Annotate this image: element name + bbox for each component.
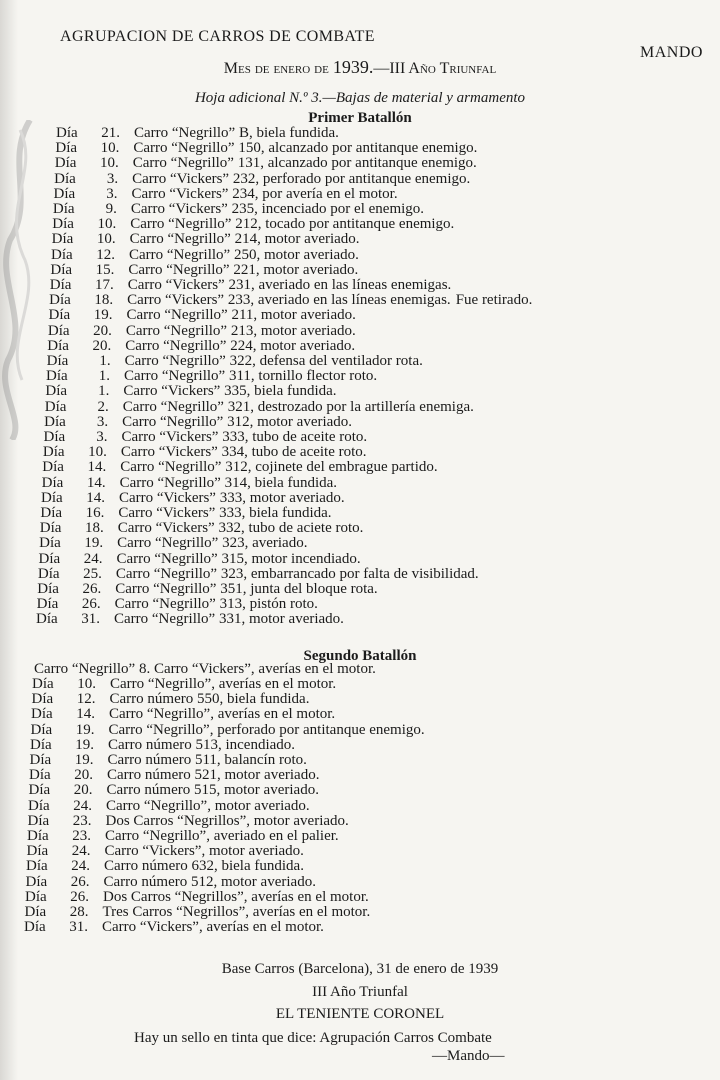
entry-day-number: 3.: [96, 429, 108, 445]
entry-day-label: Día: [43, 429, 66, 445]
entry-day-label: Día: [51, 231, 74, 248]
list-item: [47, 353, 423, 369]
entry-text: Carro “Negrillo” 312, cojinete del embrague partido.: [120, 459, 438, 476]
entry-day-number: 26.: [81, 596, 101, 613]
entry-day-number: 31.: [69, 919, 88, 936]
entry-day-label: Día: [52, 201, 75, 217]
entry-text: Carro “Negrillo” 221, motor averiado.: [128, 261, 359, 278]
entry-text: Carro “Vickers” 333, tubo de aceite roto.: [121, 429, 368, 445]
list-item: [56, 125, 339, 141]
entry-day-label: Día: [38, 550, 61, 567]
entry-text: Carro “Negrillo” 323, embarrancado por falta de visibilidad.: [115, 565, 479, 582]
entry-day-number: 14.: [87, 459, 107, 476]
entry-day-label: Día: [46, 368, 68, 385]
entry-day-label: Día: [25, 888, 47, 905]
month-year: 1939.: [332, 57, 374, 77]
entry-text: Carro “Negrillo” 214, motor averiado.: [129, 231, 360, 248]
battalion-1-title: Primer Batallón: [308, 110, 412, 126]
entry-day-label: Día: [50, 261, 73, 278]
list-item: [27, 843, 304, 859]
entry-day-number: 10.: [100, 155, 119, 172]
entry-text: Carro “Vickers” 332, tubo de aciete roto.: [117, 520, 364, 537]
place-date: Base Carros (Barcelona), 31 de enero de 1939: [221, 961, 499, 977]
entry-text: Carro “Vickers” 232, perforado por antitanque enemigo.: [132, 170, 471, 187]
entry-text: Carro “Vickers” 235, incenciado por el enemigo.: [130, 201, 425, 217]
entry-day-number: 23.: [72, 812, 92, 829]
era-line: III Año Triunfal: [312, 984, 408, 1000]
entry-day-number: 12.: [96, 246, 115, 263]
list-item: [54, 171, 470, 187]
entry-day-label: Día: [28, 782, 51, 799]
entry-text: Carro “Negrillo”, averiado en el palier.: [105, 828, 339, 844]
list-item: [54, 186, 398, 202]
list-item: [30, 737, 295, 753]
entry-day-label: Día: [54, 155, 77, 172]
list-item: [32, 676, 336, 692]
entry-day-number: 20.: [74, 767, 93, 784]
entry-text: Carro “Vickers” 231, averiado en las líneas enemigas.: [127, 277, 452, 293]
entry-day-label: Día: [32, 676, 54, 692]
entry-day-label: Día: [55, 140, 78, 157]
list-item: [50, 262, 358, 278]
entry-text: Carro “Negrillo” 322, defensa del ventilador rota.: [124, 353, 423, 369]
entry-text: Carro “Negrillo” 213, motor averiado.: [125, 322, 356, 339]
entry-text: Carro número 513, incendiado.: [108, 736, 296, 753]
entry-day-number: 15.: [95, 261, 115, 278]
stamp-note: Hay un sello en tinta que dice: Agrupación Carros Combate: [134, 1030, 492, 1046]
entry-day-label: Día: [48, 307, 71, 324]
entry-day-number: 10.: [100, 140, 120, 157]
entry-day-number: 14.: [86, 489, 105, 506]
list-item: [48, 323, 356, 339]
list-item: [25, 904, 371, 920]
entry-day-number: 26.: [70, 873, 90, 890]
entry-day-number: 18.: [94, 292, 114, 309]
entry-day-number: 14.: [76, 706, 95, 723]
entry-text: Carro “Vickers” 233, averiado en las líneas enemigas.: [127, 292, 451, 309]
list-item: [37, 581, 377, 597]
entry-text: Carro número 521, motor averiado.: [107, 767, 320, 784]
entry-day-number: 3.: [96, 413, 109, 430]
entry-day-number: 23.: [72, 828, 91, 844]
entry-text: Carro “Vickers”, motor averiado.: [104, 843, 304, 860]
entry-day-label: Día: [30, 721, 53, 738]
entry-day-label: Día: [54, 170, 76, 187]
entry-day-number: 9.: [105, 201, 117, 217]
entry-text: Carro “Vickers” 335, biela fundida.: [123, 383, 337, 400]
unit-heading: AGRUPACION DE CARROS DE COMBATE: [60, 28, 375, 45]
entry-day-label: Día: [29, 767, 51, 784]
entry-day-number: 19.: [74, 752, 94, 768]
list-item: [51, 247, 359, 263]
entry-text: Carro “Negrillo” 224, motor averiado.: [125, 337, 356, 354]
list-item: [39, 551, 361, 567]
entry-text: Carro “Negrillo” 150, alcanzado por antitanque enemigo.: [133, 140, 478, 157]
entry-text: Carro “Negrillo”, averías en el motor.: [110, 676, 337, 692]
list-item: [52, 231, 360, 247]
entry-text: Carro “Negrillo” 314, biela fundida.: [119, 474, 338, 491]
entry-text: Carro “Negrillo” 250, motor averiado.: [129, 246, 359, 263]
entry-day-number: 19.: [93, 307, 113, 324]
entry-day-number: 12.: [76, 691, 96, 708]
list-item: [27, 828, 339, 844]
list-item: [26, 874, 316, 890]
battalion-2-title: Segundo Batallón: [303, 648, 417, 664]
command-heading: MANDO: [640, 44, 703, 61]
entry-day-number: 1.: [99, 353, 111, 369]
list-item: [24, 919, 324, 935]
battalion-2-intro: Carro “Negrillo” 8. Carro “Vickers”, averías en el motor.: [34, 661, 376, 677]
entry-day-label: Día: [44, 413, 66, 430]
entry-day-number: 20.: [92, 337, 112, 354]
entry-day-number: 1.: [98, 368, 110, 385]
entry-day-label: Día: [44, 398, 67, 415]
entry-day-label: Día: [53, 185, 76, 202]
bleed-through-ornament: [0, 120, 40, 440]
entry-day-number: 3.: [106, 185, 118, 202]
entry-text: Carro “Vickers”, averías en el motor.: [102, 919, 324, 936]
entry-text: Carro “Negrillo” 351, junta del bloque rota.: [115, 581, 378, 597]
entry-day-label: Día: [37, 565, 60, 582]
entry-day-label: Día: [26, 858, 48, 875]
list-item: [38, 566, 479, 582]
entry-day-number: 25.: [83, 565, 102, 582]
entry-day-label: Día: [28, 797, 50, 814]
list-item: [30, 752, 307, 768]
entry-day-label: Día: [47, 322, 70, 339]
entry-day-label: Día: [39, 535, 61, 552]
entry-day-label: Día: [42, 459, 64, 476]
entry-text: Carro “Negrillo”, averías en el motor.: [109, 706, 336, 723]
list-item: [45, 383, 336, 399]
entry-text: Carro “Vickers” 334, tubo de aceite roto.: [120, 444, 367, 461]
entry-day-number: 18.: [85, 520, 104, 537]
list-item: [47, 338, 355, 354]
list-item: [50, 277, 452, 293]
entry-text: Carro número 632, biela fundida.: [104, 858, 304, 875]
entry-day-number: 19.: [75, 736, 94, 753]
list-item: [44, 414, 352, 430]
list-item: [29, 782, 319, 798]
list-item: [43, 444, 367, 460]
entry-text: Carro “Negrillo” 212, tocado por antitanque enemigo.: [130, 216, 455, 233]
entry-day-number: 26.: [70, 888, 89, 905]
list-item: [28, 798, 310, 814]
entry-day-label: Día: [39, 520, 62, 537]
entry-day-label: Día: [24, 919, 46, 936]
stamp-end: —Mando—: [432, 1048, 505, 1064]
entry-day-number: 10.: [96, 231, 116, 248]
list-item: [55, 140, 477, 156]
list-item: [55, 155, 477, 171]
list-item: [37, 596, 318, 612]
entry-day-label: Día: [52, 216, 74, 233]
entry-day-label: Día: [45, 383, 68, 400]
entry-day-label: Día: [42, 444, 65, 461]
entry-day-number: 16.: [85, 505, 105, 521]
entry-day-number: 20.: [93, 322, 112, 339]
entry-day-number: 31.: [81, 611, 100, 628]
entry-text: Carro “Negrillo” 323, averiado.: [117, 535, 308, 552]
entry-day-label: Día: [49, 292, 71, 309]
entry-day-label: Día: [27, 828, 49, 844]
list-item: [49, 307, 356, 323]
entry-text: Carro “Negrillo” 321, destrozado por la artillería enemiga.: [122, 398, 474, 415]
list-item: [40, 520, 364, 536]
entry-day-label: Día: [41, 474, 64, 491]
entry-text: Carro “Negrillo” 331, motor averiado.: [114, 611, 344, 628]
list-item: [40, 505, 331, 521]
entry-day-label: Día: [24, 904, 47, 920]
entry-text: Carro número 515, motor averiado.: [106, 782, 319, 799]
entry-day-number: 1.: [98, 383, 110, 400]
entry-text: Dos Carros “Negrillos”, motor averiado.: [105, 812, 349, 829]
entry-day-number: 3.: [106, 170, 119, 187]
entry-text: Carro “Vickers” 333, motor averiado.: [119, 489, 345, 506]
list-item: [42, 459, 437, 475]
entry-day-label: Día: [49, 277, 72, 293]
entry-text: Carro “Negrillo”, motor averiado.: [106, 797, 310, 814]
entry-day-label: Día: [30, 736, 52, 753]
entry-day-number: 21.: [101, 125, 120, 141]
entry-day-number: 19.: [75, 721, 95, 738]
list-item: [31, 706, 335, 722]
entry-day-label: Día: [36, 611, 58, 628]
entry-day-label: Día: [40, 505, 63, 521]
entry-day-number: 10.: [77, 676, 96, 692]
entry-day-label: Día: [31, 691, 54, 708]
list-item: [31, 722, 425, 738]
entry-text: Carro “Negrillo”, perforado por antitanque enemigo.: [108, 721, 425, 738]
entry-day-number: 24.: [83, 550, 103, 567]
entry-text: Dos Carros “Negrillos”, averías en el motor.: [103, 888, 369, 905]
list-item: [25, 889, 369, 905]
sheet-title: Hoja adicional N.º 3.—Bajas de material y armamento: [194, 90, 526, 106]
list-item: [49, 292, 532, 308]
list-item: [44, 429, 368, 445]
entry-day-number: 17.: [95, 277, 114, 293]
entry-day-number: 19.: [84, 535, 104, 552]
entry-text: Carro número 512, motor averiado.: [103, 873, 316, 890]
signatory: EL TENIENTE CORONEL: [275, 1006, 445, 1022]
entry-text: Carro “Vickers” 234, por avería en el motor.: [131, 185, 398, 202]
entry-day-label: Día: [46, 353, 69, 369]
entry-text: Tres Carros “Negrillos”, averías en el motor.: [102, 904, 371, 920]
entry-day-label: Día: [37, 581, 59, 597]
entry-text: Carro “Negrillo” 131, alcanzado por antitanque enemigo.: [132, 155, 477, 172]
list-item: [42, 475, 337, 491]
entry-day-number: 28.: [69, 904, 89, 920]
month-line: [0, 57, 720, 78]
list-item: [36, 611, 344, 627]
entry-day-number: 20.: [73, 782, 93, 799]
entry-text: Carro “Negrillo” 313, pistón roto.: [114, 596, 318, 613]
list-item: [32, 691, 310, 707]
entry-day-label: Día: [47, 337, 69, 354]
list-item: [26, 858, 304, 874]
entry-text: Carro “Negrillo” 311, tornillo flector roto.: [124, 368, 378, 385]
entry-day-number: 10.: [97, 216, 117, 233]
list-item: [28, 813, 349, 829]
entry-day-number: 26.: [82, 581, 102, 597]
list-item: [39, 535, 307, 551]
list-item: [52, 216, 454, 232]
entry-text: Carro “Negrillo” B, biela fundida.: [134, 125, 339, 141]
entry-day-number: 24.: [73, 797, 92, 814]
entry-day-label: Día: [27, 812, 50, 829]
entry-text: Carro número 550, biela fundida.: [109, 691, 310, 708]
list-item: [29, 767, 319, 783]
list-item: [46, 368, 377, 384]
entry-text: Carro “Negrillo” 211, motor averiado.: [126, 307, 356, 324]
entry-extra-note: Fue retirado.: [455, 292, 533, 309]
entry-day-label: Día: [29, 752, 52, 768]
entry-day-number: 24.: [71, 858, 90, 875]
entry-day-label: Día: [41, 489, 63, 506]
entry-day-label: Día: [51, 246, 73, 263]
entry-text: Carro “Vickers” 333, biela fundida.: [118, 505, 332, 521]
month-prefix: Mes de enero de: [223, 60, 329, 77]
entry-day-label: Día: [25, 873, 48, 890]
entry-day-number: 2.: [97, 398, 109, 415]
month-suffix: —III Año Triunfal: [373, 60, 497, 77]
entry-text: Carro número 511, balancín roto.: [107, 752, 307, 768]
list-item: [45, 399, 474, 415]
list-item: [41, 490, 345, 506]
entry-text: Carro “Negrillo” 315, motor incendiado.: [116, 550, 361, 567]
entry-day-number: 24.: [71, 843, 91, 860]
entry-day-number: 10.: [88, 444, 107, 461]
entry-day-number: 14.: [86, 474, 106, 491]
entry-day-label: Día: [31, 706, 53, 723]
entry-text: Carro “Negrillo” 312, motor averiado.: [122, 413, 353, 430]
entry-day-label: Día: [26, 843, 49, 860]
list-item: [53, 201, 424, 217]
entry-day-label: Día: [56, 125, 78, 141]
entry-day-label: Día: [36, 596, 59, 613]
